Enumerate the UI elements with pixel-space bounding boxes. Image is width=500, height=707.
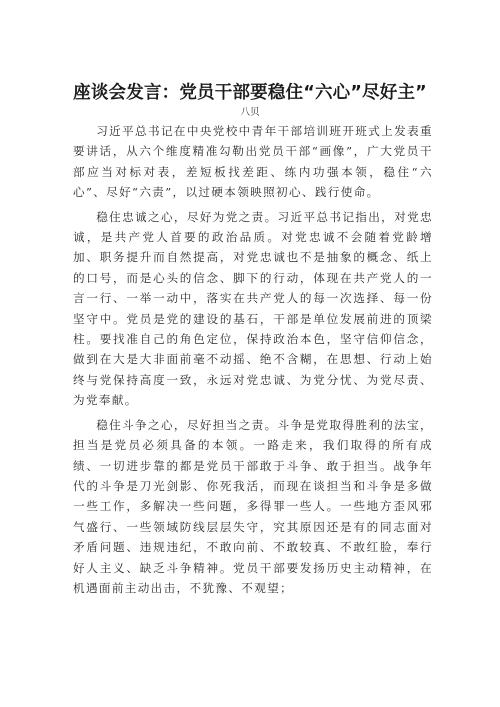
document-title: 座谈会发言：党员干部要稳住“六心”尽好主” xyxy=(73,83,427,103)
document-body xyxy=(73,121,433,602)
paragraph-struggle: 稳住斗争之心，尽好担当之责。斗争是党取得胜利的法宝，担当是党员必须具备的本领。一路走来，我们取得的所有成绩、一切进步靠的都是党员干部敢于斗争、敢于担当。战争年代的斗争是刀光剑影、你死我活，而现在谈担当和斗争是多做一些工作，多解决一些问题，多得罪一些人。一些地方歪风邪气盛行、一些领域防线层层失守，究其原因还是有的同志面对矛盾问题、违规违纪，不敢向前、不敢较真、不敢红脸，奉行好人主义、缺乏斗争精神。党员干部要发扬历史主动精神，在机遇面前主动出击，不犹豫、不观望； xyxy=(73,417,433,595)
paragraph-loyalty: 稳住忠诚之心，尽好为党之责。习近平总书记指出，对党忠诚，是共产党人首要的政治品质。对党忠诚不会随着党龄增加、职务提升而自然提高，对党忠诚也不是抽象的概念、纸上的口号，而是心头的信念、脚下的行动，体现在共产党人的一言一行、一举一动中，落实在共产党人的每一次选择、每一份坚守中。党员是党的建设的基石，干部是单位发展前进的顶梁柱。要找准自己的角色定位，保持政治本色，坚守信仰信念，做到在大是大非面前毫不动摇、绝不含糊，在思想、行动上始终与党保持高度一致，永远对党忠诚、为党分忧、为党尽责、为党奉献。 xyxy=(73,209,433,408)
document-author: 八贝 xyxy=(240,107,260,118)
paragraph-intro: 习近平总书记在中央党校中青年干部培训班开班式上发表重要讲话，从六个维度精准勾勒出党员干部“画像”，广大党员干部应当对标对表，差短板找差距、练内功强本领，稳住“六心”、尽好“六责”，以过硬本领映照初心、践行使命。 xyxy=(73,124,433,200)
